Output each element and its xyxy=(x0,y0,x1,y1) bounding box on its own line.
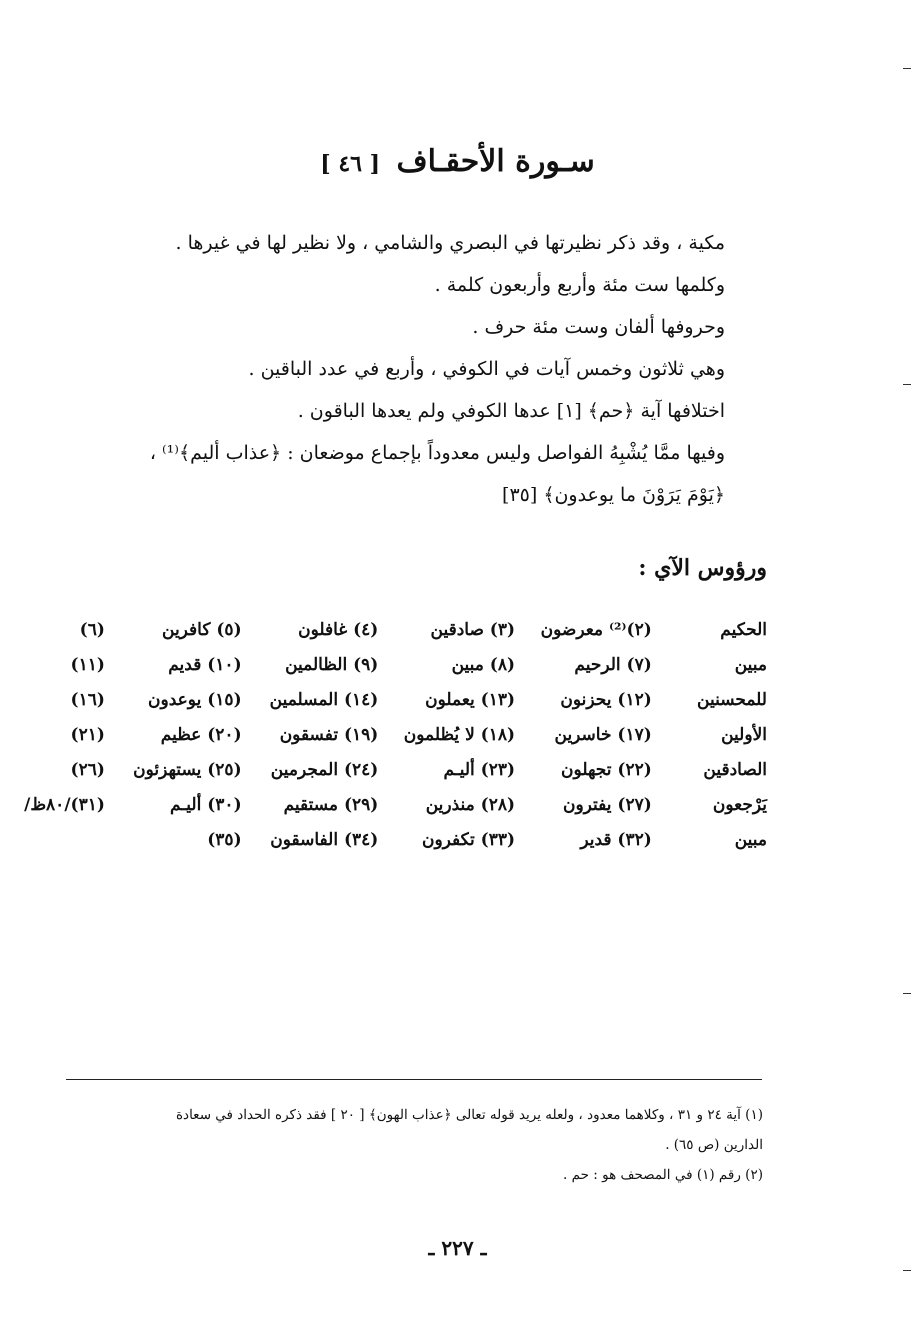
verse-endings-row xyxy=(17,822,767,857)
page-number: ـ ٢٢٧ ـ xyxy=(428,1236,487,1260)
footnotes xyxy=(63,1100,763,1190)
verse-ending: (١٧) خاسرين xyxy=(554,724,652,745)
surah-title xyxy=(0,138,915,188)
verse-ending: (٣٤) الفاسقون xyxy=(270,829,379,850)
verse-ending: (٢١) xyxy=(70,724,105,745)
verse-ending: (٨) مبين xyxy=(451,654,516,675)
verse-endings-row xyxy=(17,717,767,752)
verse-ending: (٢٢) تجهلون xyxy=(561,759,652,780)
verse-ending: (١١) xyxy=(70,654,105,675)
verse-ending: (٢٦) xyxy=(70,759,105,780)
intro-line: وكلمها ست مئة وأربع وأربعون كلمة . xyxy=(434,274,725,296)
footnote: الدارين (ص ٦٥) . xyxy=(665,1137,763,1153)
verse-ending: (٢٣) أليـم xyxy=(443,759,516,780)
margin-tick xyxy=(903,384,911,385)
verse-ending: (١٨) لا يُظلمون xyxy=(403,724,516,745)
verse-ending: (١٥) يوعدون xyxy=(148,689,242,710)
verse-ending: للمحسنين xyxy=(697,689,767,710)
verse-ending: (١٦) xyxy=(70,689,105,710)
verse-endings-row xyxy=(17,752,767,787)
intro-line: مكية ، وقد ذكر نظيرتها في البصري والشامي ، ولا نظير لها في غيرها . xyxy=(175,232,725,254)
verse-endings-row xyxy=(17,787,767,822)
verse-endings-row xyxy=(17,647,767,682)
intro-line: وحروفها ألفان وست مئة حرف . xyxy=(472,316,725,338)
verse-endings-table xyxy=(17,612,767,857)
verse-ending: (٥) كافرين xyxy=(162,619,242,640)
section-heading: ورؤوس الآي : xyxy=(638,555,767,581)
verse-ending: (٣١)/٨٠ظ/ xyxy=(24,794,105,815)
margin-tick xyxy=(903,993,911,994)
verse-ending: (١٤) المسلمين xyxy=(269,689,379,710)
verse-ending: مبين xyxy=(734,829,767,850)
verse-ending: (٢٩) مستقيم xyxy=(283,794,379,815)
intro-paragraph xyxy=(125,222,725,516)
verse-ending: الأولين xyxy=(721,724,767,745)
footnote: (٢) رقم (١) في المصحف هو : حم . xyxy=(563,1167,763,1183)
surah-number: [ ٤٦ ] xyxy=(320,151,381,177)
verse-ending: (٢٥) يستهزئون xyxy=(133,759,242,780)
intro-line: ﴿يَوْمَ يَرَوْنَ ما يوعدون﴾ [٣٥] xyxy=(502,484,725,506)
verse-ending: مبين xyxy=(734,654,767,675)
verse-ending: (٣٢) قدير xyxy=(580,829,652,850)
verse-ending: (١٠) قديم xyxy=(168,654,242,675)
verse-ending: (٦) xyxy=(79,619,105,640)
footnote-divider xyxy=(66,1079,762,1080)
verse-ending: (٤) غافلون xyxy=(298,619,379,640)
verse-ending: (١٩) تفسقون xyxy=(279,724,379,745)
verse-ending: (٩) الظالمين xyxy=(285,654,379,675)
verse-ending: (٢)⁽²⁾ معرضون xyxy=(540,619,652,640)
verse-ending: (٧) الرحيم xyxy=(574,654,652,675)
intro-line: وهي ثلاثون وخمس آيات في الكوفي ، وأربع في عدد الباقين . xyxy=(248,358,725,380)
verse-endings-row xyxy=(17,682,767,717)
footnote: (١) آية ٢٤ و ٣١ ، وكلاهما معدود ، ولعله يريد قوله تعالى ﴿عذاب الهون﴾ [ ٢٠ ] فقد ذكره الحداد في سعادة xyxy=(175,1107,763,1123)
verse-ending: (٣٣) تكفرون xyxy=(421,829,516,850)
margin-tick xyxy=(903,68,911,69)
verse-ending: (١٢) يحزنون xyxy=(560,689,652,710)
verse-ending: (٣٥) xyxy=(207,829,242,850)
verse-ending: الحكيم xyxy=(720,619,767,640)
verse-ending: (٢٤) المجرمين xyxy=(270,759,379,780)
verse-ending: (١٣) يعملون xyxy=(425,689,516,710)
margin-tick xyxy=(903,1270,911,1271)
verse-ending: (٢٠) عظيم xyxy=(160,724,242,745)
intro-line: اختلافها آية ﴿حم﴾ [١] عدها الكوفي ولم يعدها الباقون . xyxy=(297,400,725,422)
verse-ending: (٢٧) يفترون xyxy=(562,794,652,815)
verse-ending: (٣) صادقين xyxy=(430,619,516,640)
verse-endings-row xyxy=(17,612,767,647)
verse-ending: الصادقين xyxy=(703,759,767,780)
verse-ending: يَرْجعون xyxy=(712,794,767,815)
intro-line: وفيها ممَّا يُشْبِهُ الفواصل وليس معدوداً بإجماع موضعان : ﴿عذاب أليم﴾⁽¹⁾ ، xyxy=(149,442,725,464)
surah-title-text: سـورة الأحقـاف xyxy=(396,144,595,179)
verse-ending: (٣٠) أليـم xyxy=(170,794,242,815)
verse-ending: (٢٨) منذرين xyxy=(425,794,516,815)
